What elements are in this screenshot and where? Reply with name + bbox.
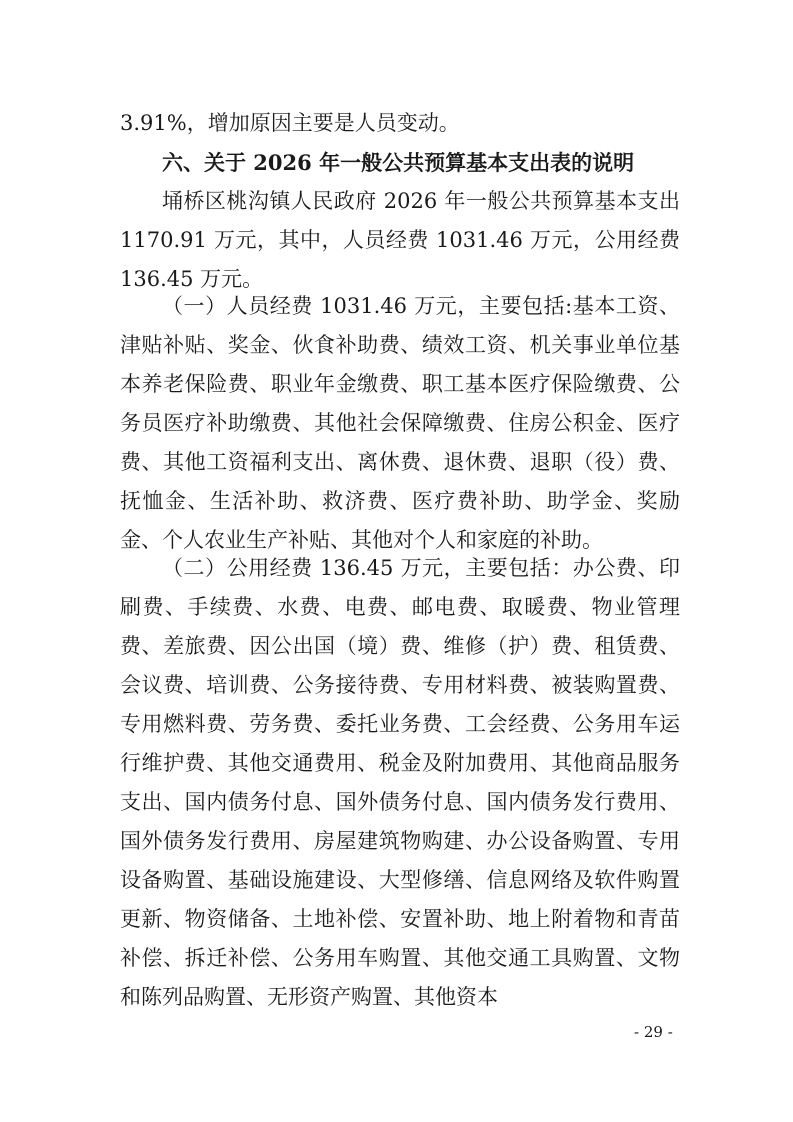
section-heading: 六、关于 2026 年一般公共预算基本支出表的说明 — [162, 150, 635, 175]
paragraph-public-expenses: （二）公用经费 136.45 万元，主要包括：办公费、印刷费、手续费、水费、电费、邮电费、取暖费、物业管理费、差旅费、因公出国（境）费、维修（护）费、租赁费、会议费、培训费、公务接待费、专用材料费、被装购置费、专用燃料费、劳务费、委托业务费、工会经费、公务用车运行维护费、其他交通费用、税金及附加费用、其他商品服务支出、国内债务付息、国外债务付息、国内债务发行费用、国外债务发行费用、房屋建筑物购建、办公设备购置、专用设备购置、基础设施建设、大型修缮、信息网络及软件购置更新、物资储备、土地补偿、安置补助、地上附着物和青苗补偿、拆迁补偿、公务用车购置、其他交通工具购置、文物和陈列品购置、无形资产购置、其他资本 — [120, 556, 680, 1009]
paragraph-summary: 埇桥区桃沟镇人民政府 2026 年一般公共预算基本支出 1170.91 万元，其中，人员经费 1031.46 万元，公用经费 136.45 万元。 — [120, 189, 680, 291]
paragraph-personnel-expenses: （一）人员经费 1031.46 万元，主要包括:基本工资、津贴补贴、奖金、伙食补助费、绩效工资、机关事业单位基本养老保险费、职业年金缴费、职工基本医疗保险缴费、公务员医疗补助缴费、其他社会保障缴费、住房公积金、医疗费、其他工资福利支出、离休费、退休费、退职（役）费、抚恤金、生活补助、救济费、医疗费补助、助学金、奖励金、个人农业生产补贴、其他对个人和家庭的补助。 — [120, 294, 680, 552]
continuation-line: 3.91%，增加原因主要是人员变动。 — [120, 111, 460, 135]
page-number: - 29 - — [634, 1023, 673, 1041]
